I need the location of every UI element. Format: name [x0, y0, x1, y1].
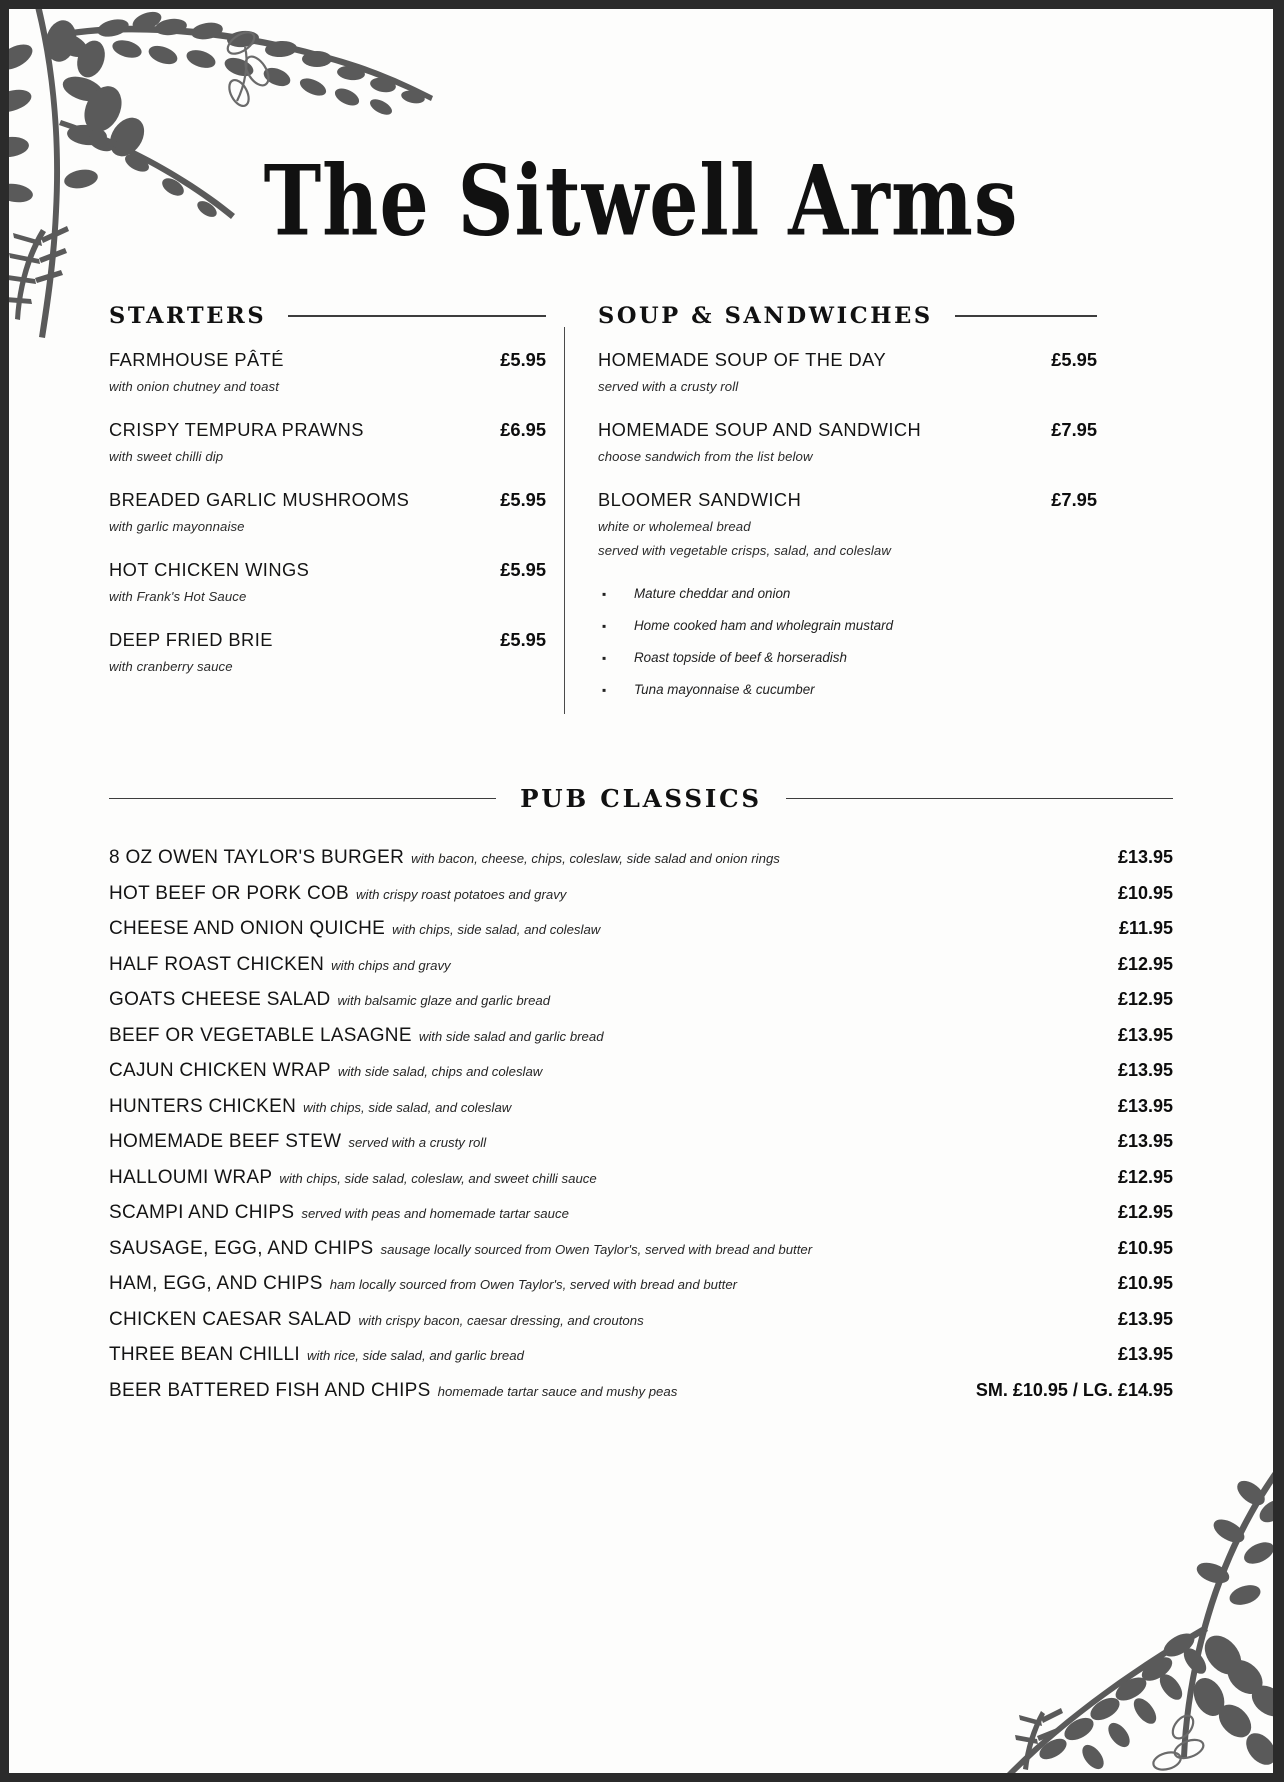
pub-classics-heading [109, 784, 1173, 813]
menu-item-description: with side salad and garlic bread [418, 1028, 604, 1044]
menu-item-price: £10.95 [1117, 882, 1173, 903]
menu-item-row [109, 1096, 1173, 1118]
menu-item-description: with Frank's Hot Sauce [109, 589, 247, 604]
menu-item-price: £5.95 [500, 629, 546, 650]
menu-item-row [109, 1380, 1173, 1402]
menu-item-name: THREE BEAN CHILLI [109, 1344, 300, 1365]
menu-item-row [109, 1025, 1173, 1047]
menu-item-price: £13.95 [1117, 1131, 1173, 1151]
soup-sandwiches-heading-rule [955, 315, 1097, 317]
menu-item [109, 489, 546, 534]
menu-item-name: DEEP FRIED BRIE [109, 629, 273, 650]
menu-item-description: served with peas and homemade tartar sauce [301, 1206, 569, 1221]
soup-sandwiches-heading [598, 303, 1097, 329]
menu-item-description: sausage locally sourced from Owen Taylor's, served with bread and butter [380, 1241, 813, 1257]
sandwich-fillings-list [598, 586, 1097, 697]
menu-item-row [109, 1131, 1173, 1153]
pub-classics-rule-left [109, 798, 496, 800]
menu-item-name: CHEESE AND ONION QUICHE [109, 918, 386, 939]
menu-item-name: CAJUN CHICKEN WRAP [109, 1060, 331, 1081]
menu-item-name: HUNTERS CHICKEN [109, 1095, 297, 1117]
menu-item-description: with chips, side salad, and coleslaw [392, 922, 601, 937]
menu-item-name: HOMEMADE SOUP OF THE DAY [598, 349, 887, 370]
menu-item-description: with crispy bacon, caesar dressing, and croutons [358, 1312, 644, 1328]
menu-item-price: £13.95 [1117, 847, 1173, 867]
menu-item-price: £7.95 [1051, 419, 1097, 440]
section-pub-classics [9, 784, 1273, 1402]
menu-item-description: choose sandwich from the list below [598, 449, 813, 464]
menu-item-name: HOT CHICKEN WINGS [109, 559, 310, 580]
menu-item-description: served with a crusty roll [348, 1135, 487, 1150]
menu-item-price: £12.95 [1117, 1166, 1173, 1187]
list-item [598, 618, 1097, 633]
menu-item-row [109, 1202, 1173, 1224]
page-title [9, 9, 1273, 258]
menu-item-description: with bacon, cheese, chips, coleslaw, side salad and onion rings [411, 851, 780, 866]
menu-item-name: HOT BEEF OR PORK COB [109, 882, 350, 904]
menu-item-row [109, 954, 1173, 976]
menu-item-price: £5.95 [500, 489, 546, 510]
menu-item-name: SAUSAGE, EGG, AND CHIPS [109, 1237, 374, 1259]
bullet-icon: ▪ [602, 651, 607, 665]
menu-item [598, 489, 1097, 558]
menu-item-name: FARMHOUSE PÂTÉ [109, 349, 284, 370]
menu-item-row [109, 1309, 1173, 1331]
menu-item-price: £10.95 [1117, 1273, 1173, 1293]
menu-item-description: white or wholemeal bread [598, 519, 751, 534]
menu-item-price: £13.95 [1117, 1095, 1173, 1116]
menu-item-name: BEER BATTERED FISH AND CHIPS [109, 1379, 431, 1401]
sandwich-filling-label: Mature cheddar and onion [634, 586, 791, 601]
menu-item-row [109, 1167, 1173, 1189]
menu-item-row [109, 1060, 1173, 1082]
sandwich-filling-label: Roast topside of beef & horseradish [634, 650, 847, 665]
menu-item [109, 629, 546, 674]
starters-heading [109, 303, 546, 329]
menu-item-description: with chips, side salad, and coleslaw [303, 1099, 512, 1115]
menu-item [109, 419, 546, 464]
menu-item-name: HALLOUMI WRAP [109, 1166, 273, 1188]
menu-item-name: SCAMPI AND CHIPS [109, 1202, 295, 1223]
menu-item-price: £13.95 [1117, 1024, 1173, 1045]
menu-item [598, 419, 1097, 464]
section-soup-sandwiches [565, 303, 1097, 714]
bullet-icon: ▪ [602, 587, 607, 601]
starters-heading-rule [288, 315, 546, 317]
menu-item-row [109, 918, 1173, 940]
soup-sandwiches-heading-label: SOUP & SANDWICHES [598, 303, 933, 329]
menu-item-description: with side salad, chips and coleslaw [337, 1064, 543, 1079]
pub-classics-heading-label: PUB CLASSICS [520, 784, 762, 813]
menu-item-price: £13.95 [1117, 1344, 1173, 1364]
menu-item-price: £11.95 [1118, 918, 1173, 938]
menu-item-name: CRISPY TEMPURA PRAWNS [109, 419, 364, 440]
menu-item-price: £13.95 [1117, 1060, 1173, 1080]
menu-item-price: £12.95 [1117, 953, 1173, 974]
menu-item [109, 559, 546, 604]
menu-item-name: GOATS CHEESE SALAD [109, 989, 331, 1010]
list-item [598, 650, 1097, 665]
menu-item-row [109, 883, 1173, 905]
menu-item-name: HALF ROAST CHICKEN [109, 953, 325, 975]
menu-item-row [109, 1238, 1173, 1260]
list-item [598, 682, 1097, 697]
bullet-icon: ▪ [602, 683, 607, 697]
pub-classics-rule-right [786, 798, 1173, 800]
menu-item-price: £5.95 [1051, 349, 1097, 370]
menu-item-description: with garlic mayonnaise [109, 519, 245, 534]
menu-item-price: £5.95 [500, 349, 546, 370]
menu-item-row [109, 1344, 1173, 1366]
menu-item-row [109, 847, 1173, 869]
menu-item [598, 349, 1097, 394]
menu-item-name: HOMEMADE SOUP AND SANDWICH [598, 419, 922, 440]
starters-heading-label: STARTERS [109, 303, 267, 329]
menu-item-price: £7.95 [1051, 489, 1097, 510]
menu-item-description: served with a crusty roll [598, 379, 739, 394]
menu-item-description: with rice, side salad, and garlic bread [306, 1348, 524, 1363]
menu-item-description: served with vegetable crisps, salad, and coleslaw [598, 543, 891, 558]
top-sections [9, 303, 1273, 714]
menu-item-description: with onion chutney and toast [109, 379, 279, 394]
menu-item-name: BEEF OR VEGETABLE LASAGNE [109, 1024, 412, 1046]
menu-item-name: 8 OZ OWEN TAYLOR'S BURGER [109, 847, 405, 868]
menu-item-description: with cranberry sauce [109, 659, 233, 674]
menu-item-row [109, 1273, 1173, 1295]
section-starters [109, 303, 564, 714]
menu-item-name: HOMEMADE BEEF STEW [109, 1131, 342, 1152]
menu-item-price: £10.95 [1117, 1237, 1173, 1258]
menu-item-price: £5.95 [500, 559, 546, 580]
botanical-decoration-bottom-right [983, 1449, 1273, 1773]
restaurant-name: The Sitwell Arms [263, 144, 1019, 258]
menu-item-row [109, 989, 1173, 1011]
menu-item-description: ham locally sourced from Owen Taylor's, served with bread and butter [329, 1277, 738, 1292]
bullet-icon: ▪ [602, 619, 607, 633]
menu-item-name: BREADED GARLIC MUSHROOMS [109, 489, 410, 510]
menu-item-description: with sweet chilli dip [109, 449, 224, 464]
menu-item-description: homemade tartar sauce and mushy peas [437, 1383, 678, 1399]
menu-item-name: BLOOMER SANDWICH [598, 489, 802, 510]
menu-item-description: with crispy roast potatoes and gravy [356, 886, 567, 902]
sandwich-filling-label: Tuna mayonnaise & cucumber [634, 682, 815, 697]
menu-item-description: with balsamic glaze and garlic bread [337, 993, 551, 1008]
menu-sheet [9, 9, 1273, 1773]
menu-item-description: with chips and gravy [331, 957, 451, 973]
menu-item-price: £12.95 [1117, 1202, 1173, 1222]
menu-item [109, 349, 546, 394]
menu-item-price: £13.95 [1117, 1308, 1173, 1329]
menu-item-name: HAM, EGG, AND CHIPS [109, 1273, 323, 1294]
menu-item-price: £12.95 [1117, 989, 1173, 1009]
menu-item-price: SM. £10.95 / LG. £14.95 [975, 1379, 1173, 1400]
menu-item-price: £6.95 [500, 419, 546, 440]
sandwich-filling-label: Home cooked ham and wholegrain mustard [634, 618, 894, 633]
menu-item-description: with chips, side salad, coleslaw, and sweet chilli sauce [279, 1170, 597, 1186]
list-item [598, 586, 1097, 601]
menu-item-name: CHICKEN CAESAR SALAD [109, 1308, 352, 1330]
